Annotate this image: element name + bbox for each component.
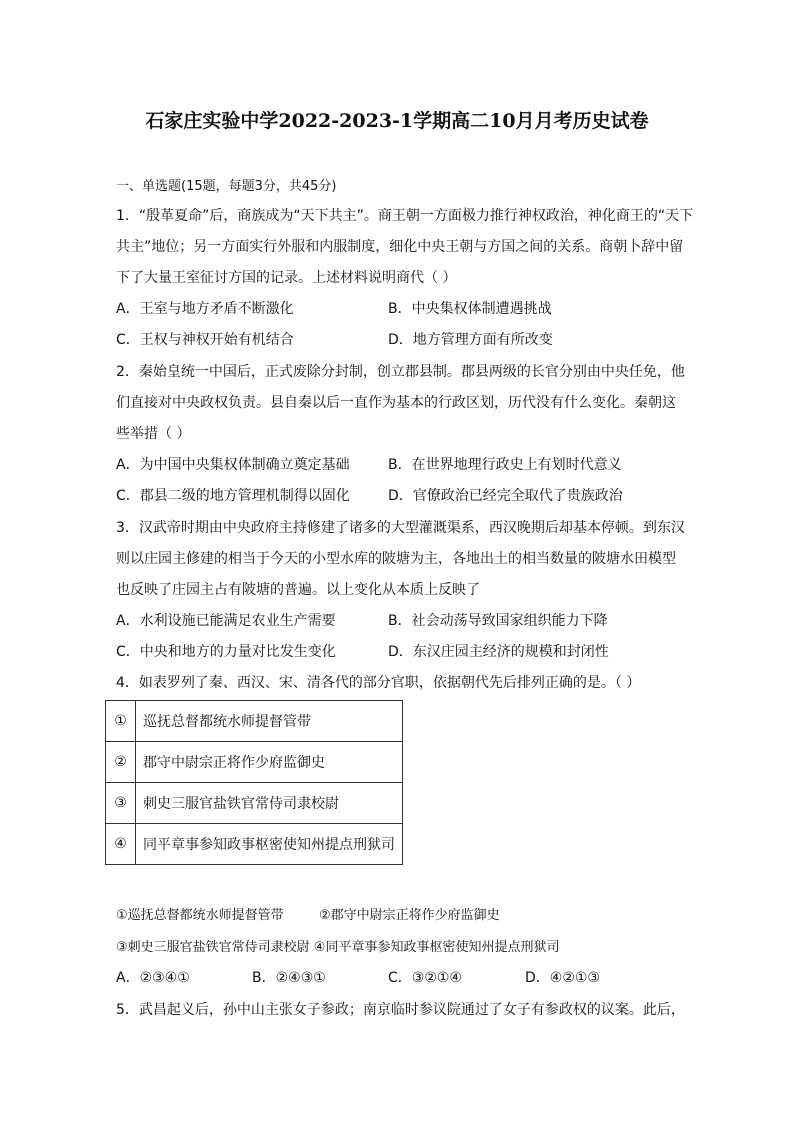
q4-option-a: A．②③④① [116, 970, 190, 986]
q2-option-a: A．为中国中央集权体制确立奠定基础 [116, 457, 350, 473]
q1-option-a: A．王室与地方矛盾不断激化 [116, 301, 294, 317]
page-title: 石家庄实验中学2022-2023-1学期高二10月月考历史试卷 [145, 110, 649, 132]
q4-note-1b: ②郡守中尉宗正将作少府监御史 [319, 908, 500, 923]
q2-line-2: 们直接对中央政权负责。县自秦以后一直作为基本的行政区划，历代没有什么变化。秦朝这 [116, 395, 676, 411]
q2-option-d: D．官僚政治已经完全取代了贵族政治 [388, 488, 623, 504]
q1-option-b: B．中央集权体制遭遇挑战 [388, 301, 552, 317]
q3-option-b: B．社会动荡导致国家组织能力下降 [388, 613, 608, 629]
q3-option-d: D．东汉庄园主经济的规模和封闭性 [388, 644, 609, 660]
q4-option-c: C．③②①④ [388, 970, 462, 986]
q4-note-2: ③刺史三服官盐铁官常侍司隶校尉 ④同平章事参知政事枢密使知州提点刑狱司 [116, 940, 560, 955]
officials-table [105, 700, 403, 865]
section-heading: 一、单选题(15题，每题3分，共45分) [116, 179, 337, 194]
table-row-number: ① [106, 701, 136, 742]
q1-option-c: C．王权与神权开始有机结合 [116, 332, 294, 348]
table-row [106, 701, 403, 742]
q4-option-b: B．②④③① [252, 970, 326, 986]
q3-line-2: 则以庄园主修建的相当于今天的小型水库的陂塘为主，各地出土的相当数量的陂塘水田模型 [116, 551, 676, 567]
table-row-number: ② [106, 742, 136, 783]
q4-option-d: D．④②①③ [525, 970, 600, 986]
q1-line-2: 共主”地位；另一方面实行外服和内服制度，细化中央王朝与方国之间的关系。商朝卜辞中留 [116, 239, 684, 255]
q1-line-3: 下了大量王室征讨方国的记录。上述材料说明商代（ ） [116, 270, 457, 286]
q4-stem: 4．如表罗列了秦、西汉、宋、清各代的部分官职，依据朝代先后排列正确的是。（ ） [116, 675, 641, 691]
table-row-number: ③ [106, 783, 136, 824]
q3-option-a: A．水利设施已能满足农业生产需要 [116, 613, 336, 629]
q1-line-1: 1．“殷革夏命”后，商族成为“天下共主”。商王朝一方面极力推行神权政治，神化商王的“天下 [116, 208, 694, 224]
table-row-text: 同平章事参知政事枢密使知州提点刑狱司 [136, 824, 403, 865]
q3-option-c: C．中央和地方的力量对比发生变化 [116, 644, 336, 660]
q5-line-1: 5．武昌起义后，孙中山主张女子参政；南京临时参议院通过了女子有参政权的议案。此后， [116, 1002, 685, 1018]
table-row [106, 783, 403, 824]
q2-line-1: 2．秦始皇统一中国后，正式废除分封制，创立郡县制。郡县两级的长官分别由中央任免，他 [116, 364, 685, 380]
q3-line-1: 3．汉武帝时期由中央政府主持修建了诸多的大型灌溉渠系，西汉晚期后却基本停顿。到东汉 [116, 520, 685, 536]
q4-note-1a: ①巡抚总督都统水师提督管带 [116, 908, 284, 923]
q2-option-c: C．郡县二级的地方管理机制得以固化 [116, 488, 350, 504]
q2-line-3: 些举措（ ） [116, 426, 191, 442]
q3-line-3: 也反映了庄园主占有陂塘的普遍。以上变化从本质上反映了 [116, 582, 480, 598]
q1-option-d: D．地方管理方面有所改变 [388, 332, 553, 348]
table-row-number: ④ [106, 824, 136, 865]
table-row-text: 郡守中尉宗正将作少府监御史 [136, 742, 403, 783]
table-row-text: 巡抚总督都统水师提督管带 [136, 701, 403, 742]
table-row [106, 742, 403, 783]
table-row-text: 刺史三服官盐铁官常侍司隶校尉 [136, 783, 403, 824]
table-row [106, 824, 403, 865]
q2-option-b: B．在世界地理行政史上有划时代意义 [388, 457, 622, 473]
